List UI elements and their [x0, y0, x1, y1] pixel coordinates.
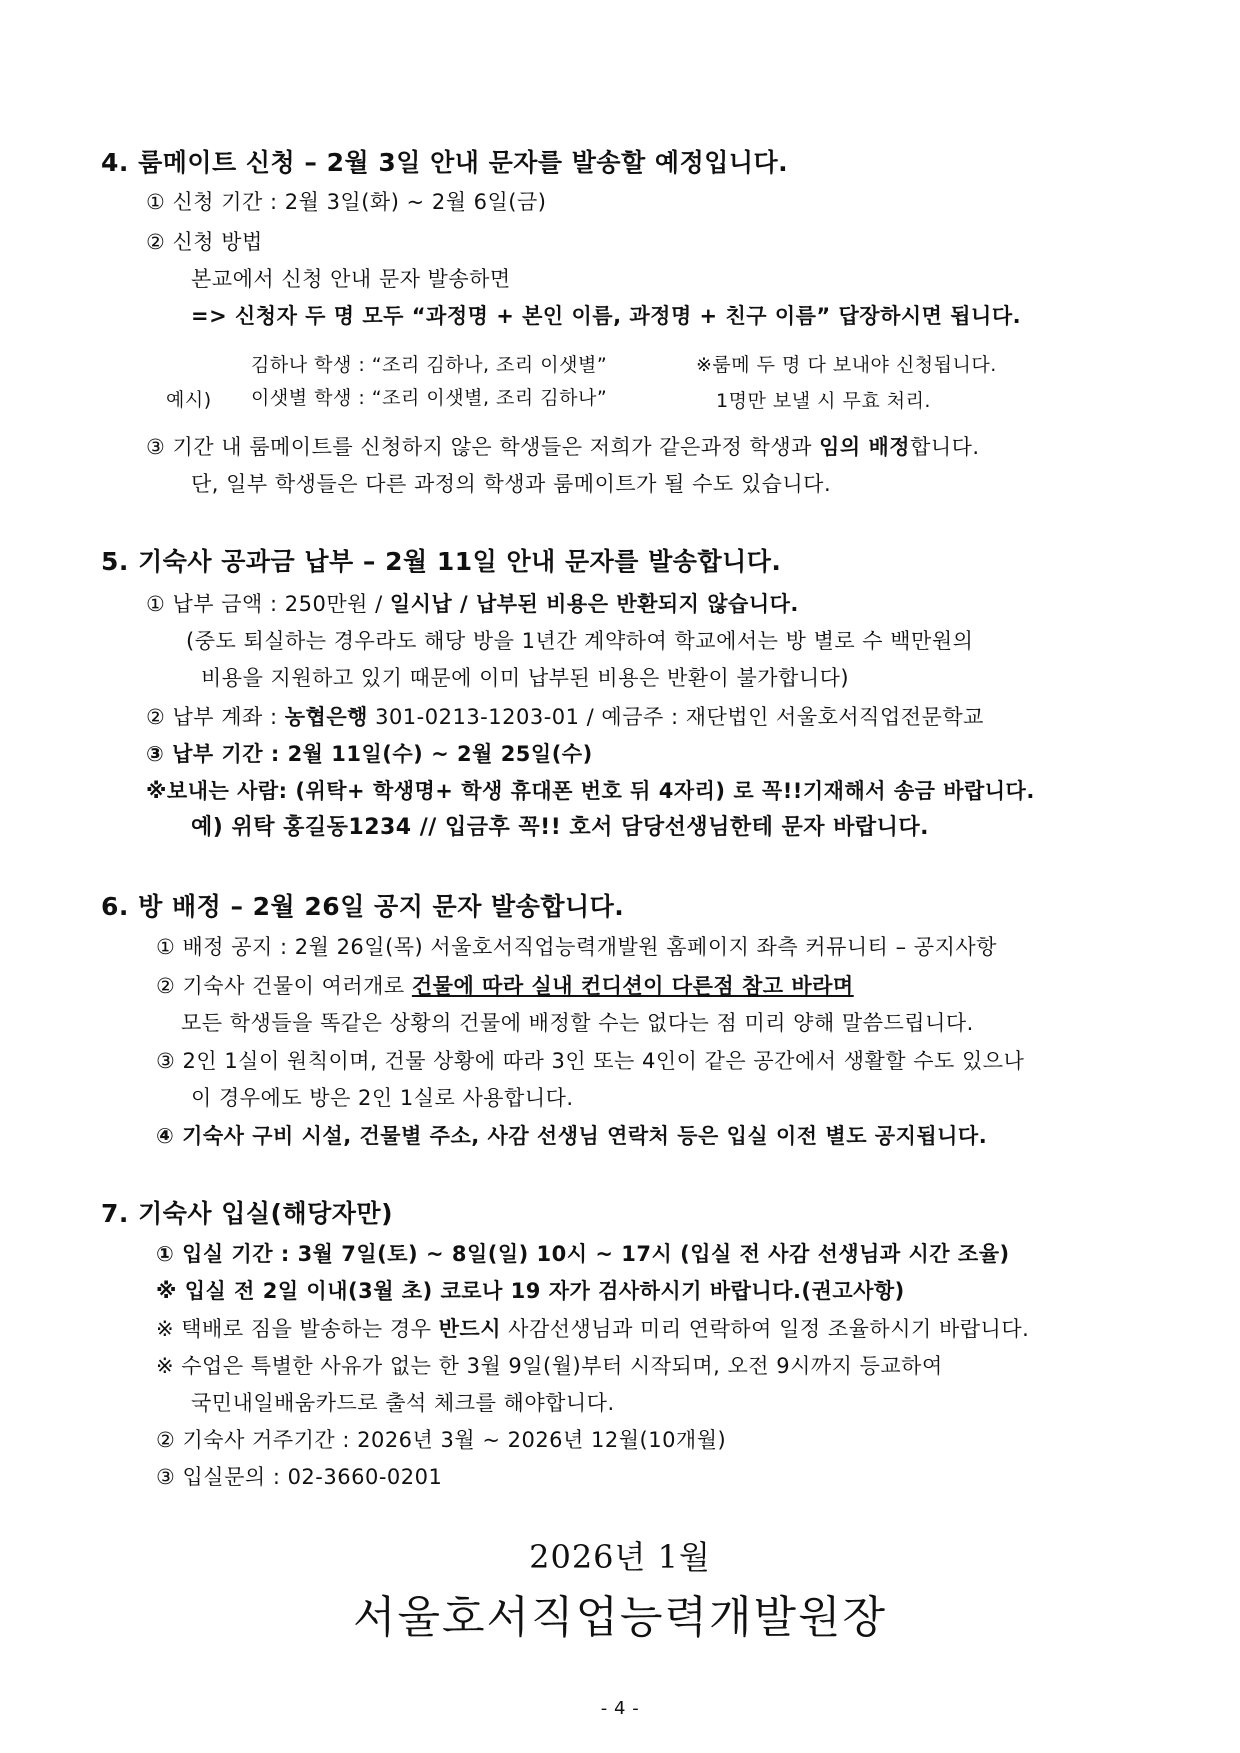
- sec4-apply-period: ① 신청 기간 : 2월 3일(화) ~ 2월 6일(금): [146, 190, 547, 214]
- sec4-item3-line2: 단, 일부 학생들은 다른 과정의 학생과 룸메이트가 될 수도 있습니다.: [191, 472, 832, 496]
- sec5-amount-text: ① 납부 금액 : 250만원 /: [146, 592, 390, 616]
- sec4-note-invalid: 1명만 보낼 시 무효 처리.: [716, 390, 931, 412]
- page-number: - 4 -: [600, 1698, 640, 1719]
- sec4-note-both: ※룸메 두 명 다 보내야 신청됩니다.: [696, 354, 997, 376]
- sec7-class-note-line2: 국민내일배움카드로 출석 체크를 해야합니다.: [191, 1391, 615, 1415]
- sec7-move-in-period: ① 입실 기간 : 3월 7일(토) ~ 8일(일) 10시 ~ 17시 (입실 전 사감 선생님과 시간 조율): [156, 1242, 1010, 1266]
- sec5-account-label: ② 납부 계좌 :: [146, 705, 285, 729]
- document-date: 2026년 1월: [529, 1538, 711, 1576]
- sec6-notice: ① 배정 공지 : 2월 26일(목) 서울호서직업능력개발원 홈페이지 좌측 커뮤니티 – 공지사항: [156, 935, 997, 959]
- sec7-parcel-note: [156, 1314, 1029, 1344]
- sec7-inquiry-phone: ③ 입실문의 : 02-3660-0201: [156, 1465, 443, 1489]
- sec4-example-1: 김하나 학생 : “조리 김하나, 조리 이샛별”: [251, 354, 608, 376]
- sec4-item3-text-c: 합니다.: [910, 435, 980, 459]
- sec4-example-label: 예시): [166, 389, 212, 411]
- sec6-item3-line2: 이 경우에도 방은 2인 1실로 사용합니다.: [191, 1086, 574, 1110]
- sec4-item3-text-a: ③ 기간 내 룸메이트를 신청하지 않은 학생들은 저희가 같은과정 학생과: [146, 435, 820, 459]
- sec4-apply-method-heading: ② 신청 방법: [146, 230, 263, 254]
- sec5-amount-note-2: 비용을 지원하고 있기 때문에 이미 납부된 비용은 반환이 불가합니다): [201, 666, 850, 690]
- sec4-method-line2: => 신청자 두 명 모두 “과정명 + 본인 이름, 과정명 + 친구 이름” 답장하시면 됩니다.: [191, 304, 1022, 328]
- section-4-title: 4. 룸메이트 신청 – 2월 3일 안내 문자를 발송할 예정입니다.: [101, 148, 789, 177]
- sec4-item3-emphasis: 임의 배정: [819, 435, 911, 459]
- section-6-title: 6. 방 배정 – 2월 26일 공지 문자 발송합니다.: [101, 892, 625, 921]
- section-7-title: 7. 기숙사 입실(해당자만): [101, 1199, 394, 1228]
- sec6-facility-notice: ④ 기숙사 구비 시설, 건물별 주소, 사감 선생님 연락처 등은 입실 이전 별도 공지됩니다.: [156, 1124, 988, 1148]
- sec5-amount-emphasis: 일시납 / 납부된 비용은 반환되지 않습니다.: [389, 592, 799, 616]
- sec4-random-assignment: [146, 432, 980, 462]
- sec7-class-note: ※ 수업은 특별한 사유가 없는 한 3월 9일(월)부터 시작되며, 오전 9시까지 등교하여: [156, 1354, 943, 1378]
- sec5-account: [146, 702, 984, 732]
- sec5-account-detail: 301-0213-1203-01 / 예금주 : 재단법인 서울호서직업전문학교: [367, 705, 984, 729]
- sec7-residence-period: ② 기숙사 거주기간 : 2026년 3월 ~ 2026년 12월(10개월): [156, 1428, 727, 1452]
- sec5-amount: [146, 589, 799, 619]
- sec6-item2-text: ② 기숙사 건물이 여러개로: [156, 974, 412, 998]
- sec4-example-2: 이샛별 학생 : “조리 이샛별, 조리 김하나”: [251, 387, 608, 409]
- sec6-item2-emphasis: 건물에 따라 실내 컨디션이 다른점 참고 바라며: [411, 974, 854, 998]
- sec5-bank-name: 농협은행: [284, 705, 368, 729]
- sec6-item2-line2: 모든 학생들을 똑같은 상황의 건물에 배정할 수는 없다는 점 미리 양해 말씀드립니다.: [181, 1011, 974, 1035]
- sec7-parcel-text-a: ※ 택배로 짐을 발송하는 경우: [156, 1317, 439, 1341]
- sec4-method-line1: 본교에서 신청 안내 문자 발송하면: [191, 267, 511, 291]
- issuer-signature: 서울호서직업능력개발원장: [352, 1592, 888, 1643]
- sec7-covid-note: ※ 입실 전 2일 이내(3월 초) 코로나 19 자가 검사하시기 바랍니다.(권고사항): [156, 1279, 905, 1303]
- sec7-parcel-emphasis: 반드시: [438, 1317, 501, 1341]
- sec5-sender-instruction: ※보내는 사람: (위탁+ 학생명+ 학생 휴대폰 번호 뒤 4자리) 로 꼭!!기재해서 송금 바랍니다.: [146, 779, 1035, 803]
- sec5-amount-note-1: (중도 퇴실하는 경우라도 해당 방을 1년간 계약하여 학교에서는 방 별로 수 백만원의: [186, 629, 974, 653]
- sec5-payment-period: ③ 납부 기간 : 2월 11일(수) ~ 2월 25일(수): [146, 742, 593, 766]
- sec6-room-capacity: ③ 2인 1실이 원칙이며, 건물 상황에 따라 3인 또는 4인이 같은 공간에서 생활할 수도 있으나: [156, 1049, 1025, 1073]
- sec7-parcel-text-c: 사감선생님과 미리 연락하여 일정 조율하시기 바랍니다.: [500, 1317, 1030, 1341]
- section-5-title: 5. 기숙사 공과금 납부 – 2월 11일 안내 문자를 발송합니다.: [101, 547, 782, 576]
- sec5-sender-example: 예) 위탁 홍길동1234 // 입금후 꼭!! 호서 담당선생님한테 문자 바랍니다.: [191, 815, 930, 840]
- sec6-building-condition: [156, 971, 854, 1001]
